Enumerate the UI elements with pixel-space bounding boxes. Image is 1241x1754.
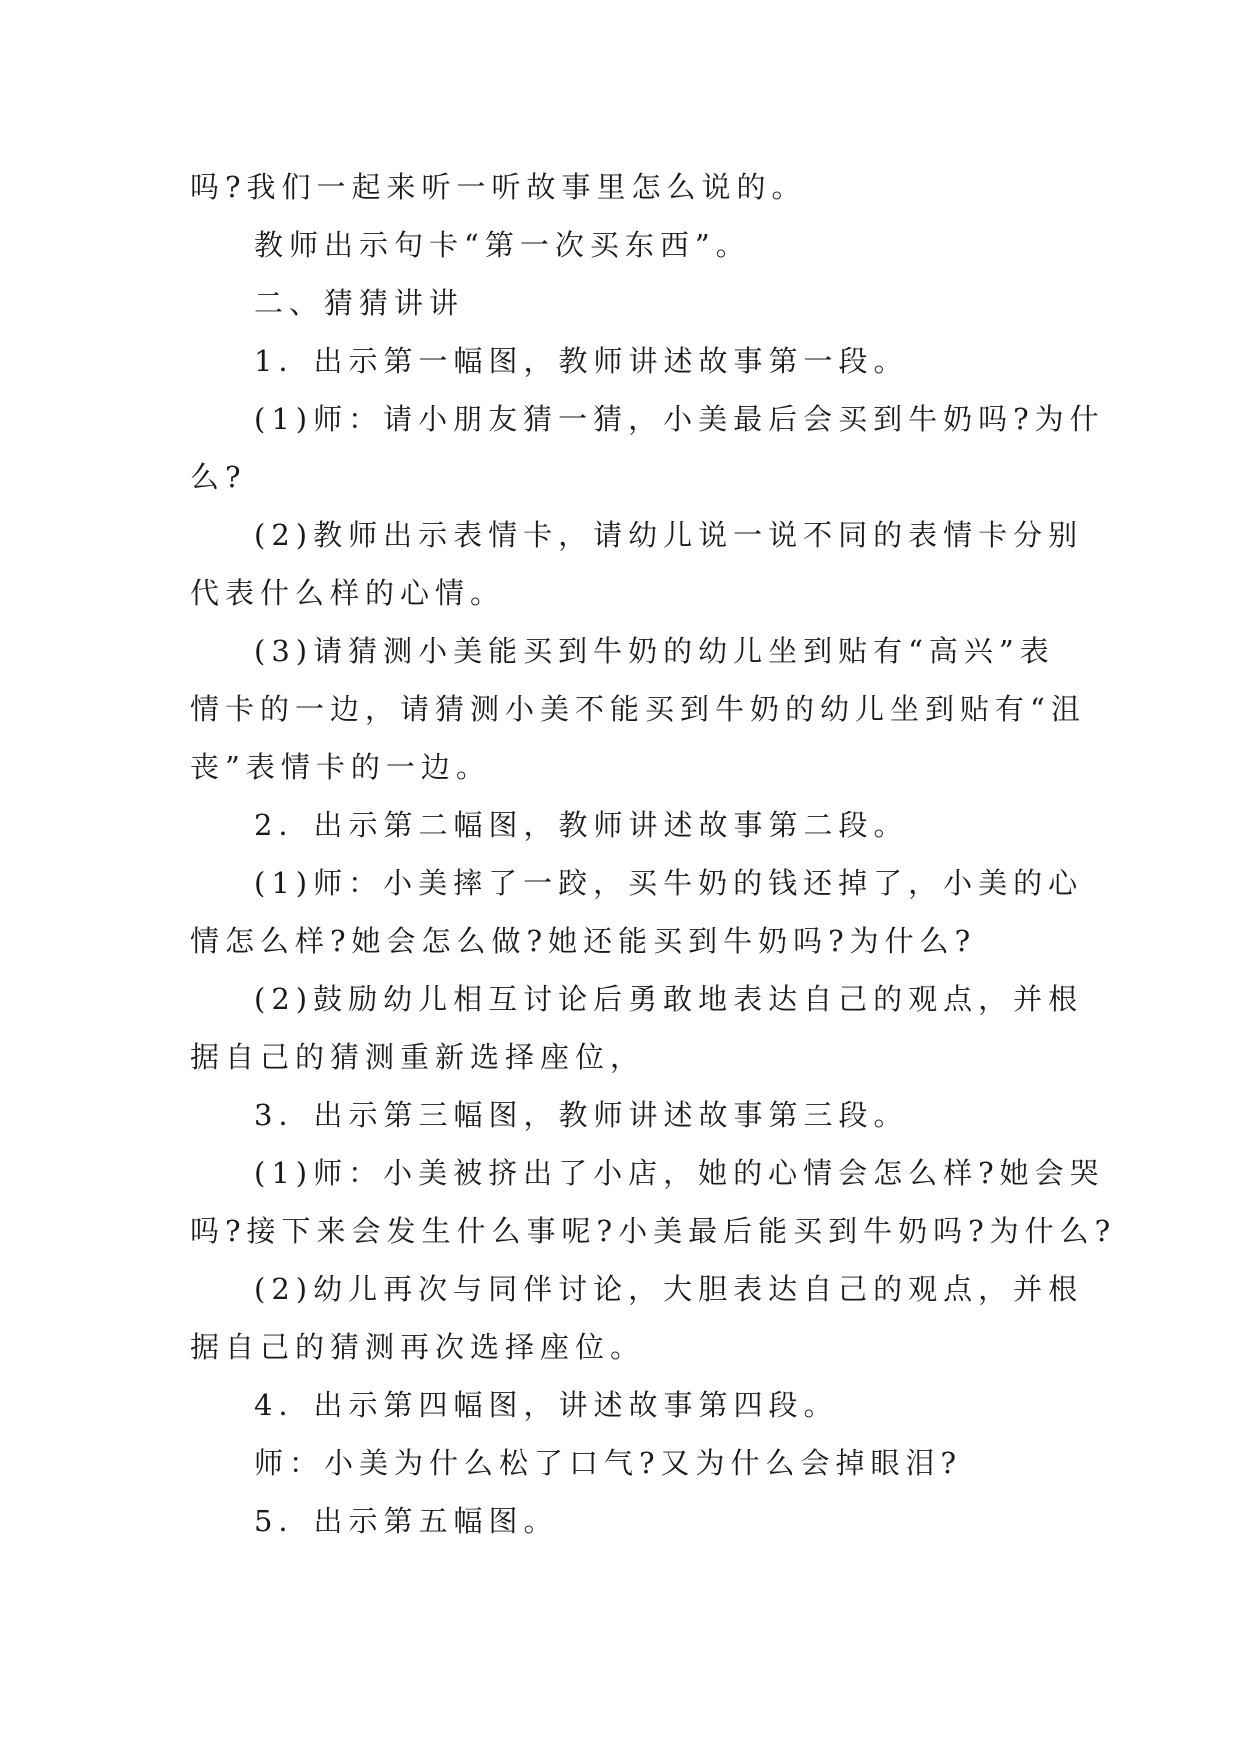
text-line: 师：小美为什么松了口气?又为什么会掉眼泪? xyxy=(254,1446,963,1480)
text-line: 吗?我们一起来听一听故事里怎么说的。 xyxy=(190,170,807,204)
text-line: 教师出示句卡“第一次买东西”。 xyxy=(254,228,751,262)
section-heading: 二、猜猜讲讲 xyxy=(254,286,465,320)
text-line: 么? xyxy=(190,460,247,494)
text-line: (1)师：请小朋友猜一猜，小美最后会买到牛奶吗?为什 xyxy=(254,402,1105,436)
text-line: (2)幼儿再次与同伴讨论，大胆表达自己的观点，并根 xyxy=(254,1272,1084,1306)
text-line: 吗?接下来会发生什么事呢?小美最后能买到牛奶吗?为什么? xyxy=(190,1214,1117,1248)
text-line: 据自己的猜测重新选择座位， xyxy=(190,1040,646,1074)
text-line: (1)师：小美被挤出了小店，她的心情会怎么样?她会哭 xyxy=(254,1156,1105,1190)
list-item: 4．出示第四幅图，讲述故事第四段。 xyxy=(254,1388,839,1422)
document-body xyxy=(190,158,1117,1550)
text-line: 据自己的猜测再次选择座位。 xyxy=(190,1330,646,1364)
text-line: (1)师：小美摔了一跤，买牛奶的钱还掉了，小美的心 xyxy=(254,866,1084,900)
list-item: 5．出示第五幅图。 xyxy=(254,1504,559,1538)
text-line: (2)教师出示表情卡，请幼儿说一说不同的表情卡分别 xyxy=(254,518,1084,552)
text-line: (3)请猜测小美能买到牛奶的幼儿坐到贴有“高兴”表 xyxy=(254,634,1055,668)
list-item: 1．出示第一幅图，教师讲述故事第一段。 xyxy=(254,344,909,378)
text-line: 代表什么样的心情。 xyxy=(190,576,506,610)
list-item: 3．出示第三幅图，教师讲述故事第三段。 xyxy=(254,1098,909,1132)
text-line: 情卡的一边，请猜测小美不能买到牛奶的幼儿坐到贴有“沮 xyxy=(190,692,1086,726)
list-item: 2．出示第二幅图，教师讲述故事第二段。 xyxy=(254,808,909,842)
text-line: (2)鼓励幼儿相互讨论后勇敢地表达自己的观点，并根 xyxy=(254,982,1084,1016)
text-line: 情怎么样?她会怎么做?她还能买到牛奶吗?为什么? xyxy=(190,924,977,958)
text-line: 丧”表情卡的一边。 xyxy=(190,750,491,784)
